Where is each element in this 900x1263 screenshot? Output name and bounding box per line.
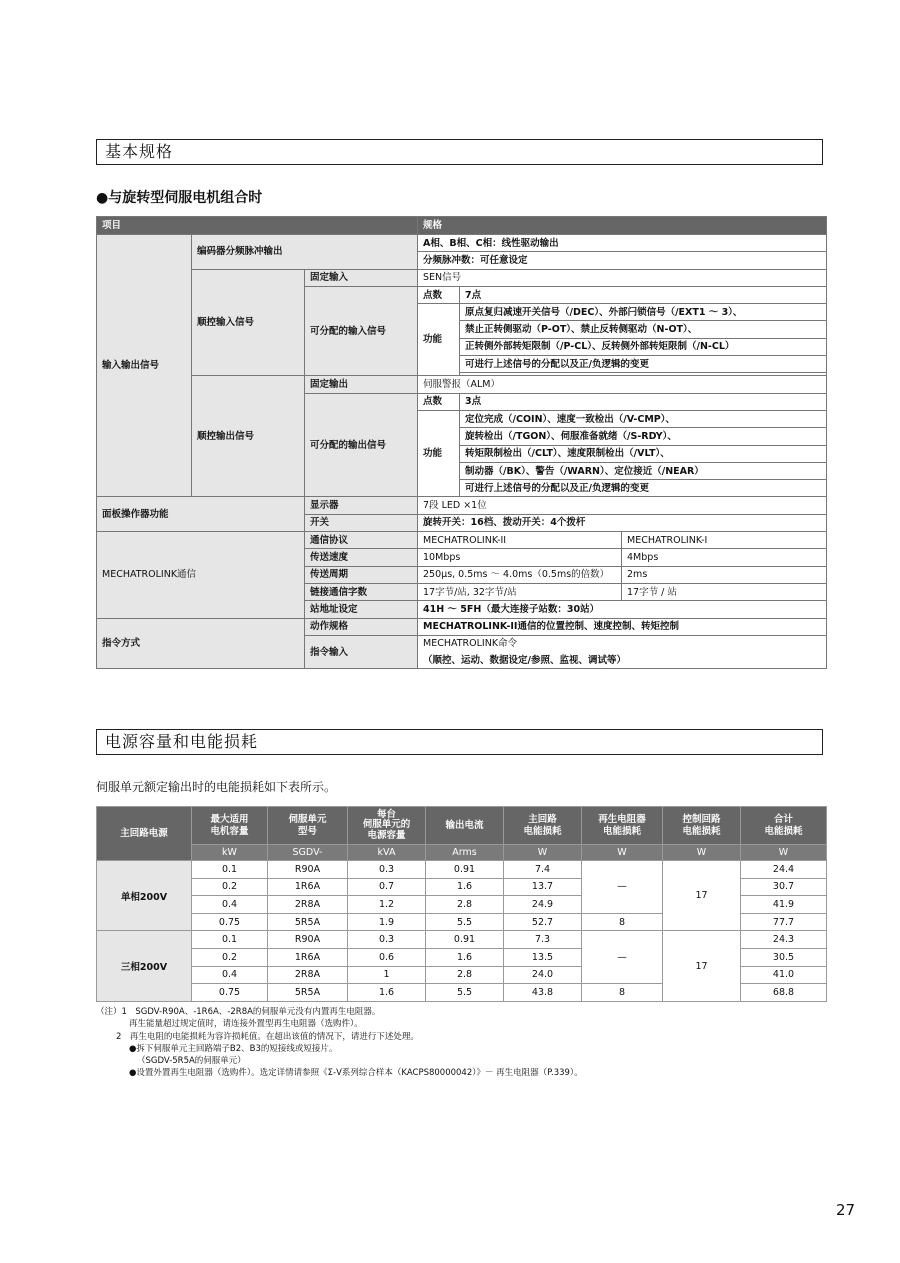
in-points: 7点 xyxy=(460,286,827,303)
header-motor: 最大适用 电机容量 xyxy=(192,807,268,845)
table-row: 0.75 5R5A 1.6 5.5 43.8 8 68.8 xyxy=(97,984,827,1002)
encoder-line: A相、B相、C相：线性驱动输出 xyxy=(418,235,827,252)
in-function: 原点复归减速开关信号（/DEC）、外部闩锁信号（/EXT1 ～ 3）、 xyxy=(460,304,827,321)
header-main-loss: 主回路 电能损耗 xyxy=(504,807,582,845)
fixed-out-label: 固定输出 xyxy=(305,376,418,393)
unit-ctrl-loss: W xyxy=(663,845,741,861)
unit-capacity: kVA xyxy=(348,845,426,861)
group-name: 三相200V xyxy=(97,931,192,1001)
group-name: 单相200V xyxy=(97,861,192,931)
speed-label: 传送速度 xyxy=(305,549,418,566)
table-row: 0.4 2R8A 1 2.8 24.0 41.0 xyxy=(97,966,827,984)
basic-spec-table xyxy=(96,216,827,669)
table-row: 单相200V 0.1 R90A 0.3 0.91 7.4 — 17 24.4 xyxy=(97,861,827,879)
out-function: 转矩限制检出（/CLT）、速度限制检出（/VLT）、 xyxy=(460,445,827,462)
out-function: 制动器（/BK）、警告（/WARN）、定位接近（/NEAR） xyxy=(460,462,827,479)
in-function: 可进行上述信号的分配以及正/负逻辑的变更 xyxy=(460,356,827,373)
protocol-ii: MECHATROLINK-II xyxy=(418,532,622,549)
io-group: 输入输出信号 xyxy=(97,235,192,497)
ctrl-loss: 17 xyxy=(663,861,741,931)
assign-out-label: 可分配的输出信号 xyxy=(305,393,418,497)
out-points: 3点 xyxy=(460,393,827,410)
table-row xyxy=(97,376,827,393)
unit-total-loss: W xyxy=(741,845,827,861)
cycle-ii: 250μs, 0.5ms ～ 4.0ms（0.5ms的倍数） xyxy=(418,566,622,583)
table-row xyxy=(97,618,827,635)
table-row xyxy=(97,269,827,286)
action-label: 动作规格 xyxy=(305,618,418,635)
power-header-row xyxy=(97,807,827,845)
header-total-loss: 合计 电能损耗 xyxy=(741,807,827,845)
display-label: 显示器 xyxy=(305,497,418,514)
note-line: ●拆下伺服单元主回路端子B2、B3的短接线或短接片。 xyxy=(129,1043,338,1054)
input-label: 指令输入 xyxy=(305,635,418,669)
header-spec: 规格 xyxy=(418,217,827,235)
regen-last: 8 xyxy=(582,913,663,931)
out-function: 旋转检出（/TGON）、伺服准备就绪（/S-RDY）、 xyxy=(460,428,827,445)
speed-ii: 10Mbps xyxy=(418,549,622,566)
subtitle-rotary-motor: ●与旋转型伺服电机组合时 xyxy=(96,190,263,206)
note-line: （SGDV-5R5A的伺服单元） xyxy=(137,1056,246,1067)
note-line: 2 再生电阻的电能损耗为容许损耗值。在超出该值的情况下，请进行下述处理。 xyxy=(116,1031,419,1042)
header-current: 输出电流 xyxy=(426,807,504,845)
panel-group: 面板操作器功能 xyxy=(97,497,305,532)
ctrl-loss: 17 xyxy=(663,931,741,1001)
points-label: 点数 xyxy=(418,393,460,410)
header-capacity: 每台 伺服单元的 电源容量 xyxy=(348,807,426,845)
out-function: 可进行上述信号的分配以及正/负逻辑的变更 xyxy=(460,480,827,497)
table-row xyxy=(97,235,827,252)
encoder-line: 分频脉冲数：可任意设定 xyxy=(418,252,827,269)
page-number: 27 xyxy=(836,1201,856,1219)
notes xyxy=(96,1006,826,1080)
seq-in-label: 顺控输入信号 xyxy=(192,269,305,376)
header-model: 伺服单元 型号 xyxy=(268,807,348,845)
table-row xyxy=(97,497,827,514)
points-label: 点数 xyxy=(418,286,460,303)
unit-model: SGDV- xyxy=(268,845,348,861)
note-line: ●设置外置再生电阻器（选购件）。选定详情请参照《Σ-V系列综合样本（KACPS80000042）》－ 再生电阻器（P.339）。 xyxy=(129,1068,583,1079)
table-row: 0.2 1R6A 0.7 1.6 13.7 30.7 xyxy=(97,878,827,896)
bytes-label: 链接通信字数 xyxy=(305,583,418,600)
spec-header-row xyxy=(97,217,827,235)
input-line: （顺控、运动、数据设定/参照、监视、调试等） xyxy=(418,652,827,669)
action-value: MECHATROLINK-II通信的位置控制、速度控制、转矩控制 xyxy=(418,618,827,635)
input-line: MECHATROLINK命令 xyxy=(418,635,827,652)
addr-label: 站地址设定 xyxy=(305,601,418,618)
regen-dash: — xyxy=(582,861,663,914)
switch-value: 旋转开关：16档、拨动开关：4个拨杆 xyxy=(418,514,827,531)
seq-out-label: 顺控输出信号 xyxy=(192,376,305,497)
cmd-group: 指令方式 xyxy=(97,618,305,669)
bytes-i: 17字节 / 站 xyxy=(622,583,827,600)
assign-in-label: 可分配的输入信号 xyxy=(305,286,418,375)
encoder-label: 编码器分频脉冲输出 xyxy=(192,235,418,270)
section-title-basic-spec: 基本规格 xyxy=(96,139,823,165)
header-regen-loss: 再生电阻器 电能损耗 xyxy=(582,807,663,845)
table-row: 0.4 2R8A 1.2 2.8 24.9 41.9 xyxy=(97,896,827,914)
fixed-in-value: SEN信号 xyxy=(418,269,827,286)
note-line: 再生能量超过规定值时，请连接外置型再生电阻器（选购件）。 xyxy=(129,1019,363,1030)
function-label: 功能 xyxy=(418,304,460,376)
out-function: 定位完成（/COIN）、速度一致检出（/V-CMP）、 xyxy=(460,410,827,427)
power-units-row xyxy=(97,845,827,861)
unit-motor: kW xyxy=(192,845,268,861)
in-function: 禁止正转侧驱动（P-OT）、禁止反转侧驱动（N-OT）、 xyxy=(460,321,827,338)
addr-value: 41H ～ 5FH（最大连接子站数：30站） xyxy=(418,601,827,618)
section-title-power: 电源容量和电能损耗 xyxy=(96,729,823,755)
table-row: 三相200V 0.1 R90A 0.3 0.91 7.3 — 17 24.3 xyxy=(97,931,827,949)
mlink-group: MECHATROLINK通信 xyxy=(97,532,305,618)
unit-regen-loss: W xyxy=(582,845,663,861)
switch-label: 开关 xyxy=(305,514,418,531)
table-row: 0.2 1R6A 0.6 1.6 13.5 30.5 xyxy=(97,948,827,966)
bytes-ii: 17字节/站, 32字节/站 xyxy=(418,583,622,600)
in-function: 正转侧外部转矩限制（/P-CL）、反转侧外部转矩限制（/N-CL） xyxy=(460,338,827,355)
unit-main-loss: W xyxy=(504,845,582,861)
cycle-i: 2ms xyxy=(622,566,827,583)
table-row: 0.75 5R5A 1.9 5.5 52.7 8 77.7 xyxy=(97,913,827,931)
protocol-label: 通信协议 xyxy=(305,532,418,549)
table-row xyxy=(97,532,827,549)
power-intro: 伺服单元额定输出时的电能损耗如下表所示。 xyxy=(96,780,337,794)
header-power: 主回路电源 xyxy=(97,807,192,861)
cycle-label: 传送周期 xyxy=(305,566,418,583)
regen-dash: — xyxy=(582,931,663,984)
display-value: 7段 LED ×1位 xyxy=(418,497,827,514)
power-table xyxy=(96,806,827,1002)
regen-last: 8 xyxy=(582,984,663,1002)
unit-current: Arms xyxy=(426,845,504,861)
fixed-in-label: 固定输入 xyxy=(305,269,418,286)
function-label: 功能 xyxy=(418,410,460,496)
protocol-i: MECHATROLINK-I xyxy=(622,532,827,549)
fixed-out-value: 伺服警报（ALM） xyxy=(418,376,827,393)
note-line: （注）1 SGDV-R90A、-1R6A、-2R8A的伺服单元没有内置再生电阻器。 xyxy=(96,1007,381,1017)
header-item: 项目 xyxy=(97,217,418,235)
speed-i: 4Mbps xyxy=(622,549,827,566)
header-ctrl-loss: 控制回路 电能损耗 xyxy=(663,807,741,845)
